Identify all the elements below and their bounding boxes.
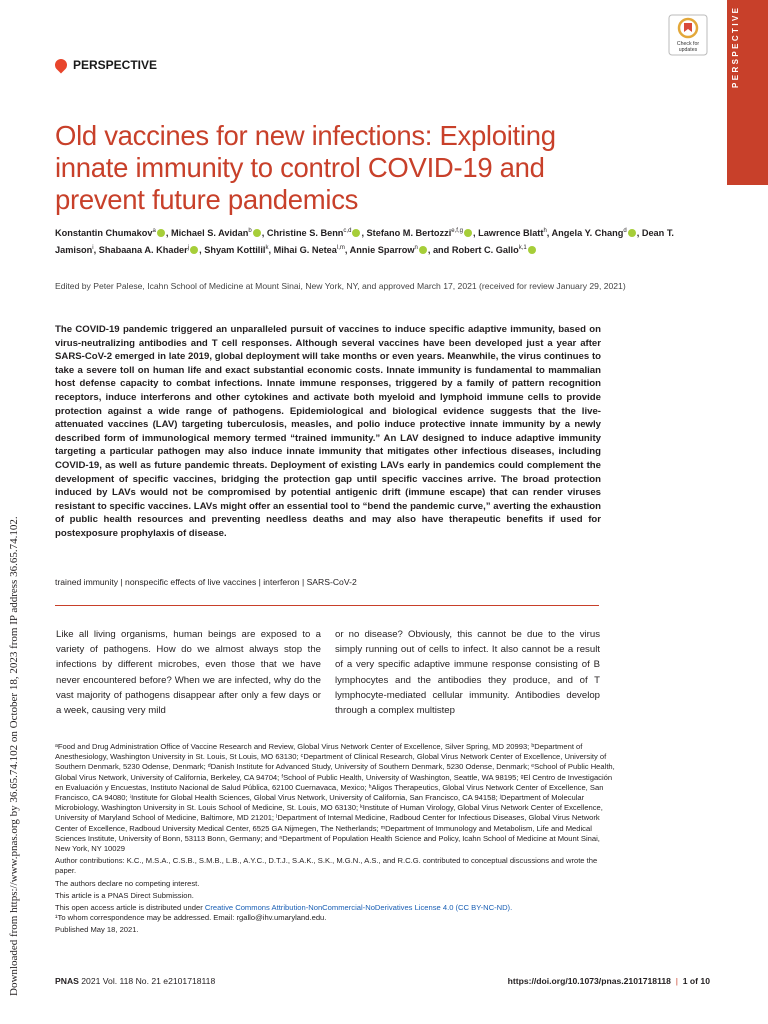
author[interactable]: [452, 245, 537, 255]
author-affiliation-mark: l,m: [336, 245, 345, 252]
author-affiliation-mark: b: [248, 228, 252, 234]
edited-by: Edited by Peter Palese, Icahn School of Medicine at Mount Sinai, New York, NY, and approved March 17, 2021 (received for review January 29, 2021): [55, 281, 626, 291]
affiliations: ᵃFood and Drug Administration Office of Vaccine Research and Review, Global Virus Network Center of Excellence, Silver Spring, MD 20993; ᵇDepartment of Anesthesiology, Washington University in St. Louis, St Louis, MO 63130; ᶜDepartment of Clinical Research, Global Virus Network Center of Excellence, University of Southern Denmark, 5230 Odense, Denmark; ᵈDanish Institute for Advanced Study, University of Southern Denmark, 5230 Odense, Denmark; ᵉSchool of Public Health, Global Virus Network, University of California, Berkeley, CA 94704; ᶠSchool of Public Health, University of Washington, Seattle, WA 98195; ᵍEl Centro de Investigación en Evaluación y Encuestas, Instituto Nacional de Salud Pública, 62100 Cuernavaca, Mexico; ʰAligos Therapeutics, Global Virus Network Center of Excellence, San Francisco, CA 94080; ⁱInstitute for Global Health Sciences, Global Virus Network, University of California, San Francisco, CA 94158; ʲDepartment of Molecular Microbiology, Washington University in St. Louis School of Medicine, St. Louis, MO 63130; ᵏInstitute of Human Virology, Global Virus Network Center of Excellence, University of Maryland School of Medicine, Baltimore, MD 21201; ˡDepartment of Internal Medicine, Radboud Center for Infectious Diseases, Global Virus Network Center of Excellence, Radboud University Medical Center, 6525 GA Nijmegen, The Netherlands; ᵐDepartment of Immunology and Metabolism, Life and Medical Sciences Institute, University of Bonn, 53113 Bonn, Germany; and ⁿDepartment of Population Health Science and Policy, Icahn School of Medicine at Mount Sinai, New York, NY 10029: [55, 742, 615, 854]
author[interactable]: [552, 228, 637, 238]
article-title: Old vaccines for new infections: Exploiting innate immunity to control COVID-19 and prevent future pandemics: [55, 120, 556, 215]
author-separator: ,: [199, 245, 205, 256]
author-separator: , and: [427, 245, 452, 256]
author-list: [55, 224, 695, 258]
author[interactable]: [171, 228, 262, 238]
page-number: 1 of 10: [682, 976, 710, 986]
author-affiliation-mark: e,f,g: [451, 228, 463, 234]
orcid-icon[interactable]: [352, 229, 360, 237]
competing-interest: The authors declare no competing interest.: [55, 878, 200, 888]
download-watermark: [8, 500, 22, 1000]
author-separator: ,: [165, 228, 171, 239]
orcid-icon[interactable]: [419, 246, 427, 254]
author-name: Konstantin Chumakov: [55, 228, 153, 239]
author-name: Dean T. Jamison: [55, 228, 674, 256]
orcid-icon[interactable]: [464, 229, 472, 237]
check-for-updates-badge[interactable]: [668, 14, 708, 56]
orcid-icon[interactable]: [253, 229, 261, 237]
side-tab-label: PERSPECTIVE: [731, 5, 740, 88]
license-prefix: This open access article is distributed under: [55, 903, 205, 913]
doi-link[interactable]: https://doi.org/10.1073/pnas.2101718118: [507, 976, 671, 986]
author-affiliation-mark: d: [623, 228, 627, 234]
author-separator: ,: [93, 245, 99, 256]
author[interactable]: [367, 228, 473, 238]
author[interactable]: [350, 245, 428, 255]
author-name: Annie Sparrow: [349, 245, 415, 256]
orcid-icon[interactable]: [157, 229, 165, 237]
download-note: Downloaded from https://www.pnas.org by 36.65.74.102 on October 18, 2023 from IP address 36.65.74.102.: [8, 516, 20, 996]
section-side-tab: [727, 0, 768, 185]
section-label: [55, 58, 157, 72]
journal-name: PNAS: [55, 976, 79, 986]
author-affiliation-mark: i: [92, 245, 94, 252]
footer-citation: [55, 976, 215, 986]
author-name: Stefano M. Bertozzi: [366, 228, 452, 239]
author-separator: ,: [472, 228, 479, 239]
author-name: Shyam Kottilil: [204, 245, 266, 256]
author-separator: ,: [361, 228, 367, 239]
author-affiliation-mark: n: [414, 245, 418, 252]
author-separator: ,: [344, 245, 350, 256]
footer-separator: |: [673, 976, 681, 986]
direct-submission: This article is a PNAS Direct Submission.: [55, 890, 194, 900]
orcid-icon[interactable]: [187, 245, 198, 254]
author-name: Lawrence Blatt: [478, 228, 544, 239]
keywords: trained immunity | nonspecific effects of live vaccines | interferon | SARS-CoV-2: [55, 577, 357, 587]
author-name: Angela Y. Chang: [551, 228, 624, 239]
footnotes: [55, 742, 615, 936]
author-name: Mihai G. Netea: [273, 245, 337, 256]
author[interactable]: [267, 228, 362, 238]
author[interactable]: [274, 245, 345, 255]
author-affiliation-mark: c,d: [343, 228, 352, 234]
author[interactable]: [99, 245, 199, 255]
author-name: Michael S. Avidan: [170, 228, 249, 239]
license-note: [55, 903, 615, 913]
badge-line2: updates: [678, 47, 698, 53]
correspondence: ¹To whom correspondence may be addressed. Email: rgallo@ihv.umaryland.edu.: [55, 913, 327, 923]
divider: [55, 605, 599, 606]
author-name: Robert C. Gallo: [451, 245, 519, 256]
abstract: The COVID-19 pandemic triggered an unparalleled pursuit of vaccines to induce specific adaptive immunity, based on virus-neutralizing antibodies and T cell responses. Although several vaccines have been developed just a year after SARS-CoV-2 emerged in late 2019, global deployment will take months or even years. Meanwhile, the virus continues to take a severe toll on human life and exact substantial economic costs. Innate immunity is fundamental to mammalian host defense capacity to combat infections. Innate immune responses, triggered by a family of pattern recognition receptors, induce interferons and other cytokines and activate both myeloid and lymphoid immune cells to provide protection against a wide range of pathogens. Epidemiological and biological evidence suggests that the live-attenuated vaccines (LAV) targeting tuberculosis, measles, and polio induce protective innate immunity by a newly described form of immunological memory termed “trained immunity.” An LAV designed to induce adaptive immunity targeting a particular pathogen may also induce innate immunity that mitigates other infectious diseases, including COVID-19, as well as future pandemic threats. Deployment of existing LAVs early in pandemics could complement the development of specific vaccines, bridging the protection gap until specific vaccines arrive. The broad protection induced by LAVs would not be compromised by potential antigenic drift (immune escape) that can render viruses resistant to specific vaccines. LAVs might offer an essential tool to “bend the pandemic curve,” averting the exhaustion of public health resources and preventing needless deaths and may also have therapeutic benefits if used for postexposure prophylaxis of disease.: [55, 324, 601, 539]
citation-text: 2021 Vol. 118 No. 21 e2101718118: [78, 976, 216, 986]
author-separator: ,: [268, 245, 274, 256]
author-separator: ,: [261, 228, 267, 239]
author-affiliation-mark: j: [187, 245, 190, 252]
author-separator: ,: [546, 228, 552, 239]
body-column-2: or no disease? Obviously, this cannot be due to the virus simply running out of cells to infect. It also cannot be a result of a very specific adaptive immune response consisting of B lymphocytes and the antibodies they produce, and of T lymphocyte-mediated cellular immunity. Antibodies develop through a complex multistep: [335, 629, 600, 717]
author-contributions: Author contributions: K.C., M.S.A., C.S.B., S.M.B., L.B., A.Y.C., D.T.J., S.A.K., S.K., M.G.N., A.S., and R.C.G. contributed to conceptual discussions and wrote the paper.: [55, 856, 598, 876]
body-column-1: Like all living organisms, human beings are exposed to a variety of pathogens. How do we almost always stop the infections by different microbes, even those that we have never encountered before? When we are infected, why do the vast majority of pathogens disappear after only a few days or a week, causing very mild: [56, 629, 321, 717]
author-affiliation-mark: k,1: [518, 245, 527, 252]
author[interactable]: [478, 228, 547, 238]
speech-bubble-icon: [53, 57, 70, 74]
author[interactable]: [55, 228, 166, 238]
author[interactable]: [204, 245, 268, 255]
author-affiliation-mark: k: [265, 245, 269, 252]
badge-line1: Check for: [676, 41, 700, 47]
author-name: Shabaana A. Khader: [98, 245, 188, 256]
orcid-icon[interactable]: [628, 229, 636, 237]
section-label-text: PERSPECTIVE: [73, 58, 158, 72]
author-separator: ,: [636, 228, 642, 239]
author-name: Christine S. Benn: [266, 228, 344, 239]
check-updates-icon: [668, 14, 708, 56]
author-affiliation-mark: a: [152, 228, 156, 234]
license-link[interactable]: Creative Commons Attribution-NonCommercial-NoDerivatives License 4.0 (CC BY-NC-ND).: [204, 903, 513, 913]
author-affiliation-mark: h: [543, 228, 547, 234]
footer-doi: [508, 976, 710, 986]
orcid-icon[interactable]: [528, 246, 536, 254]
published-date: Published May 18, 2021.: [55, 925, 139, 935]
